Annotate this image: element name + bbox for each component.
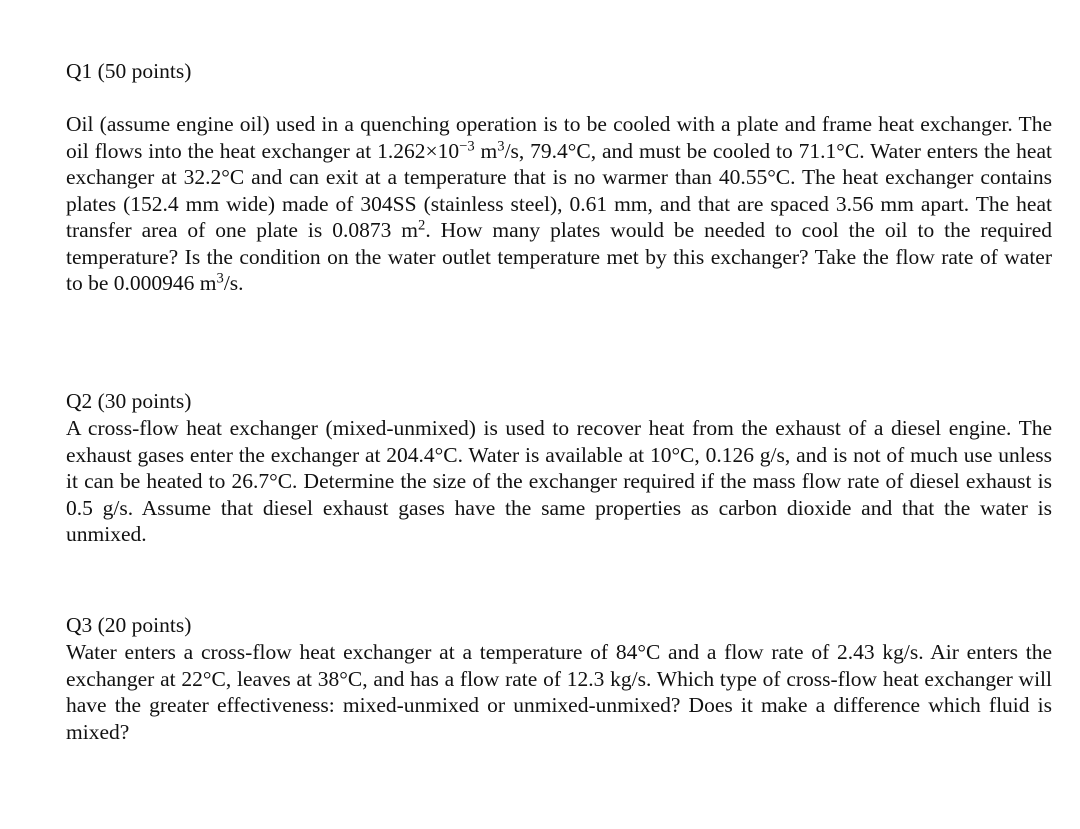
- q1-text-part-1: Oil (assume engine oil) used in a quenching operation is to be cooled with a plate and frame heat exchanger. The oil flows into the heat exchanger at 1.262×10: [66, 112, 1052, 163]
- q1-exponent-minus-3: −3: [459, 138, 475, 155]
- q1-text-part-2: m: [474, 138, 498, 163]
- q1-exponent-cubic-2: 3: [216, 270, 224, 287]
- q2-problem-text: A cross-flow heat exchanger (mixed-unmixed) is used to recover heat from the exhaust of a diesel engine. The exhaust gases enter the exchanger at 204.4°C. Water is available at 10°C, 0.126 g/s, and is not of much use unless it can be heated to 26.7°C. Determine the size of the exchanger required if the mass flow rate of diesel exhaust is 0.5 g/s. Assume that diesel exhaust gases have the same properties as carbon dioxide and that the water is unmixed.: [66, 416, 1052, 546]
- q1-problem-text: [66, 111, 1052, 297]
- q1-text-part-4: . How many plates would be needed to cool the oil to the required temperature? Is the condition on the water outlet temperature met by this exchanger? Take the flow rate of water to be 0.000946 m: [66, 218, 1052, 295]
- q1-exponent-square: 2: [418, 217, 426, 234]
- q1-exponent-cubic-1: 3: [497, 138, 505, 155]
- q2-heading: Q2 (30 points): [66, 389, 192, 413]
- q1-text-part-3: /s, 79.4°C, and must be cooled to 71.1°C. Water enters the heat exchanger at 32.2°C and can exit at a temperature that is no warmer than 40.55°C. The heat exchanger contains plates (152.4 mm wide) made of 304SS (stainless steel), 0.61 mm, and that are spaced 3.56 mm apart. The heat transfer area of one plate is 0.0873 m: [66, 138, 1052, 242]
- q3-problem-text: Water enters a cross-flow heat exchanger at a temperature of 84°C and a flow rate of 2.43 kg/s. Air enters the exchanger at 22°C, leaves at 38°C, and has a flow rate of 12.3 kg/s. Which type of cross-flow heat exchanger will have the greater effectiveness: mixed-unmixed or unmixed-unmixed? Does it make a difference which fluid is mixed?: [66, 640, 1052, 744]
- q1-heading: Q1 (50 points): [66, 59, 192, 83]
- q3-heading: Q3 (20 points): [66, 613, 192, 637]
- q1-text-part-5: /s.: [223, 271, 244, 295]
